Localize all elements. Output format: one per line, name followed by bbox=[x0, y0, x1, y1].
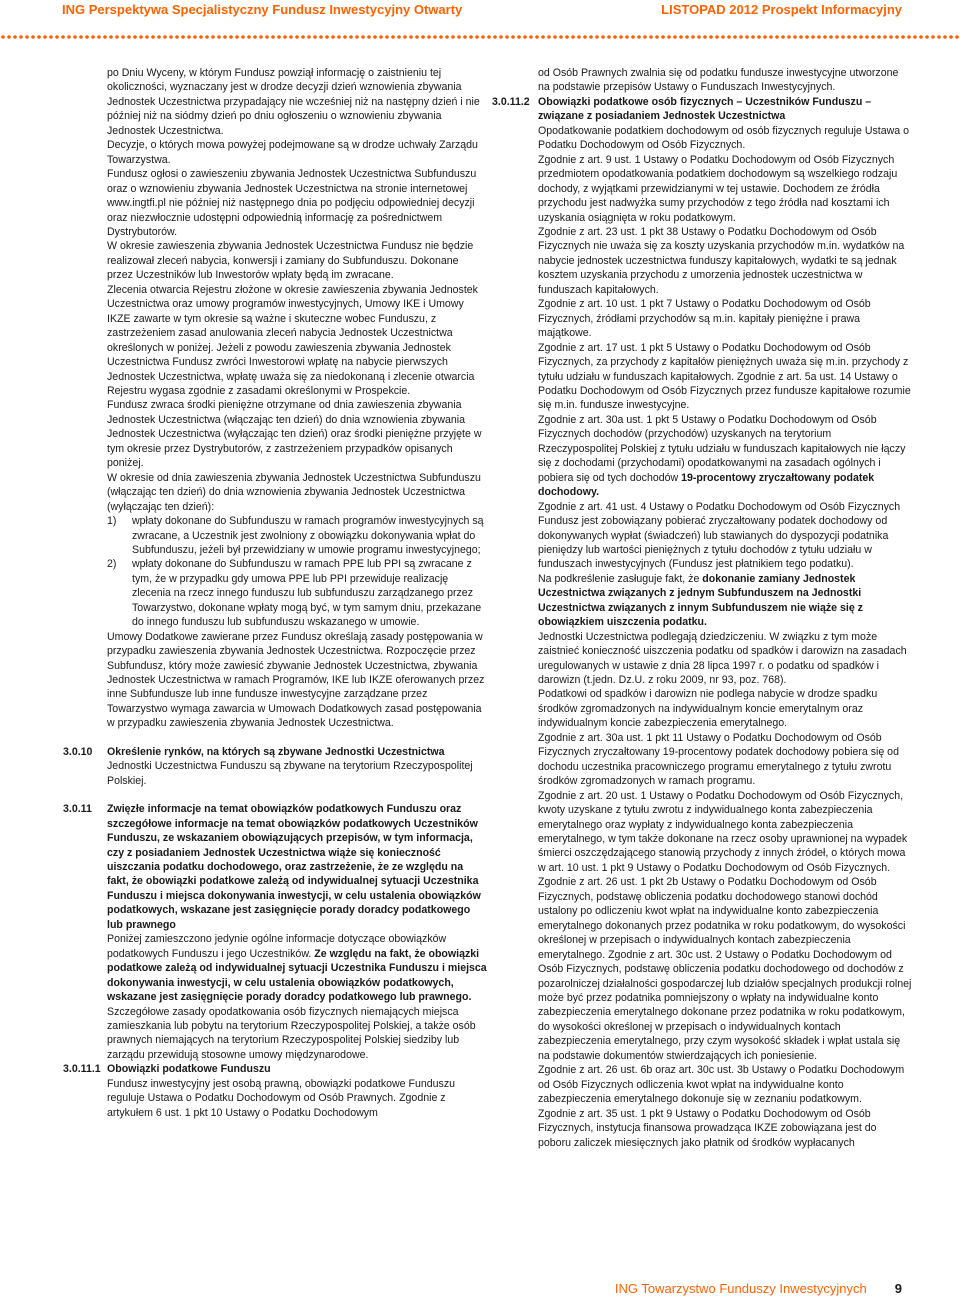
paragraph: Zgodnie z art. 10 ust. 1 pkt 7 Ustawy o Podatku Dochodowym od Osób Fizycznych, źródłami przychodów są m.in. kapitały pieniężne i prawa majątkowe. bbox=[538, 298, 871, 340]
paragraph: od Osób Prawnych zwalnia się od podatku fundusze inwestycyjne utworzone na podstawie przepisów Ustawy o Funduszach Inwestycyjnych. bbox=[538, 67, 899, 94]
paragraph bbox=[538, 413, 912, 500]
section-3-0-11-1 bbox=[63, 1062, 487, 1120]
paragraph: Zgodnie z art. 23 ust. 1 pkt 38 Ustawy o Podatku Dochodowym od Osób Fizycznych nie uważa się za koszty uzyskania przychodów m.in. wydatków na nabycie jednostek uczestnictwa funduszy kapitałowych, wydatki te są jednak kosztem uzyskania przychodu z umorzenia jednostek uczestnictwa w funduszach kapitałowych. bbox=[538, 225, 905, 296]
text-run-bold: 19-procentowy zryczałtowany podatek dochodowy. bbox=[538, 471, 875, 499]
list-item bbox=[107, 514, 487, 557]
list-number: 2) bbox=[107, 558, 117, 571]
paragraph: Podatkowi od spadków i darowizn nie podlega nabycie w drodze spadku środków zgromadzonych na indywidualnym koncie emerytalnym oraz indywidualnym koncie zabezpieczenia emerytalnego. bbox=[538, 688, 878, 730]
list-text: wpłaty dokonane do Subfunduszu w ramach PPE lub PPI są zwracane z tym, że w przypadku gdy umowa PPE lub PPI przewiduje realizację zlecenia na rzecz innego funduszu lub subfunduszu zarządzanego przez Towarzystwo, dokonane wpłaty mogą być, w tym samym dniu, przekazane do innego funduszu lub subfunduszu wskazanego w umowie. bbox=[132, 558, 482, 629]
paragraph: W okresie od dnia zawieszenia zbywania Jednostek Uczestnictwa Subfunduszu (włączając ten dzień) do dnia wznowienia zbywania Jednostek Uczestnictwa (wyłączając ten dzień): bbox=[107, 471, 481, 513]
paragraph: Zlecenia otwarcia Rejestru złożone w okresie zawieszenia zbywania Jednostek Uczestnictwa oraz umowy programów inwestycyjnych, Umowy IKE i Umowy IKZE zawarte w tym okresie są ważne i skuteczne wobec Funduszu, z zastrzeżeniem zasad anulowania zleceń nabycia Jednostek Uczestnictwa określonych w poniżej. Jeżeli z powodu zawieszenia zbywania Jednostek Uczestnictwa Fundusz zwróci Inwestorowi wpłatę na nabycie pierwszych Jednostek Uczestnictwa, wpłatę uważa się za niedokonaną i zlecenie otwarcia Rejestru wygasa zgodnie z zasadami określonymi w Prospekcie. bbox=[107, 283, 478, 397]
paragraph: Zgodnie z art. 35 ust. 1 pkt 9 Ustawy o Podatku Dochodowym od Osób Fizycznych, instytucja finansowa prowadząca IKZE zobowiązana jest do poboru zaliczek miesięcznych jako płatnik od środków wypłacanych bbox=[538, 1107, 877, 1149]
page-number: 9 bbox=[894, 1281, 902, 1296]
section-number: 3.0.10 bbox=[63, 745, 93, 758]
paragraph: Opodatkowanie podatkiem dochodowym od osób fizycznych reguluje Ustawa o Podatku Dochodowym od Osób Fizycznych. bbox=[538, 124, 909, 152]
text-run-bold: dokonanie zamiany Jednostek Uczestnictwa związanych z jednym Subfunduszem na Jednostki Uczestnictwa związanych z innym Subfunduszem nie wiąże się z obowiązkiem uiszczenia podatku. bbox=[538, 572, 863, 629]
footer-company: ING Towarzystwo Funduszy Inwestycyjnych bbox=[614, 1281, 867, 1296]
section-title: Obowiązki podatkowe Funduszu bbox=[107, 1063, 271, 1076]
list-number: 1) bbox=[107, 515, 117, 528]
paragraph: Umowy Dodatkowe zawierane przez Fundusz określają zasady postępowania w przypadku zawieszenia zbywania Jednostek Uczestnictwa. Rozpoczęcie przez Subfundusz, który może zawiesić zbywanie Jednostek Uczestnictwa, zbywania Jednostek Uczestnictwa w ramach Programów, IKE lub IKZE oferowanych przez inne Subfundusze lub inne fundusze inwestycyjne zarządzane przez Towarzystwo wymaga zawarcia w Umowach Dodatkowych zasad postępowania w przypadku zawieszenia zbywania Jednostek Uczestnictwa. bbox=[107, 630, 485, 730]
paragraph: Zgodnie z art. 26 ust. 1 pkt 2b Ustawy o Podatku Dochodowym od Osób Fizycznych, podstawę obliczenia podatku dochodowego stanowi dochód ustalony po odliczeniu kwot wpłat na indywidualne konto zabezpieczenia emerytalnego dokonanych przez podatnika w roku podatkowym, do wysokości określonej w przepisach o indywidualnych kontach zabezpieczenia emerytalnego. Zgodnie z art. 30c ust. 2 Ustawy o Podatku Dochodowym od Osób Fizycznych, podstawę obliczenia podatku dochodowego od dochodów z pozarolniczej działalności gospodarczej lub działów specjalnych produkcji rolnej może być przez podatnika pomniejszony o wpłaty na indywidualne konto zabezpieczenia emerytalnego dokonane przez podatnika w roku podatkowym, do wysokości określonej w przepisach o indywidualnych kontach zabezpieczenia emerytalnego, przy czym wysokość składek i wpłat ustala się na podstawie dokumentów stwierdzających ich poniesienie. bbox=[538, 876, 912, 1062]
text-run: Szczegółowe zasady opodatkowania osób fizycznych niemających miejsca zamieszkania lub pobytu na terytorium Rzeczypospolitej Polskiej, a także osób prawnych niemających na terytorium Rzeczypospolitej Polskiej siedziby lub zarządu przewidują stosowne umowy międzynarodowe. bbox=[107, 1005, 476, 1061]
paragraph: Zgodnie z art. 17 ust. 1 pkt 5 Ustawy o Podatku Dochodowym od Osób Fizycznych, za przychody z kapitałów pieniężnych uważa się m.in. przychody z tytułu udziału w funduszach kapitałowych. Zgodnie z art. 5a ust. 14 Ustawy o Podatku Dochodowym od Osób Fizycznych przez fundusze kapitałowe rozumie się m.in. fundusze inwestycyjne. bbox=[538, 341, 911, 412]
text-run: Zgodnie z art. 30a ust. 1 pkt 5 Ustawy o Podatku Dochodowym od Osób Fizycznych dochodów (przychodów) uzyskanych na terytorium Rzeczypospolitej Polskiej z tytułu udziału w funduszach kapitałowych nie łączy się z dochodami (przychodami) opodatkowanymi na zasadach ogólnych i pobiera się od tych dochodów bbox=[538, 413, 906, 484]
header-fund-name: ING Perspektywa Specjalistyczny Fundusz Inwestycyjny Otwarty bbox=[62, 2, 463, 17]
section-number: 3.0.11.1 bbox=[63, 1063, 101, 1076]
section-3-0-11-2 bbox=[492, 95, 912, 124]
dotted-divider bbox=[0, 34, 960, 40]
list-item bbox=[107, 557, 487, 629]
list-text: wpłaty dokonane do Subfunduszu w ramach programów inwestycyjnych są zwracane, a Uczestnik jest zwolniony z obowiązku dokonywania wpłat do Subfunduszu, jeżeli był przewidziany w umowie programu inwestycyjnego; bbox=[132, 515, 484, 556]
paragraph bbox=[107, 932, 487, 1062]
paragraph: Fundusz ogłosi o zawieszeniu zbywania Jednostek Uczestnictwa Subfunduszu oraz o wznowieniu zbywania Jednostek Uczestnictwa na stronie internetowej www.ingtfi.pl nie później niż następnego dnia po podjęciu odpowiedniej decyzji oraz niezwłocznie udostępni odpowiednią informację za pośrednictwem Dystrybutorów. bbox=[107, 168, 477, 238]
page-header bbox=[0, 0, 960, 18]
right-column bbox=[492, 66, 912, 1150]
paragraph: Zgodnie z art. 20 ust. 1 Ustawy o Podatku Dochodowym od Osób Fizycznych, kwoty uzyskane z tytułu zwrotu z indywidualnego konta zabezpieczenia emerytalnego oraz wypłaty z indywidualnego konta zabezpieczenia emerytalnego, w tym także dokonane na rzecz osoby uprawnionej na wypadek śmierci oszczędzającego stanowią przychody z innych źródeł, o których mowa w art. 10 ust. 1 pkt 9 Ustawy o Podatku Dochodowym od Osób Fizycznych. bbox=[538, 789, 908, 874]
paragraph: Jednostki Uczestnictwa podlegają dziedziczeniu. W związku z tym może zaistnieć konieczność uiszczenia podatku od spadków i darowizn na zasadach uregulowanych w ustawie z dnia 28 lipca 1997 r. o podatku od spadków i darowizn (t.jedn. Dz.U. z roku 2009, nr 93, poz. 768). bbox=[538, 630, 907, 687]
paragraph: Fundusz inwestycyjny jest osobą prawną, obowiązki podatkowe Funduszu reguluje Ustawa o Podatku Dochodowym od Osób Prawnych. Zgodnie z artykułem 6 ust. 1 pkt 10 Ustawy o Podatku Dochodowym bbox=[107, 1077, 456, 1119]
paragraph: Zgodnie z art. 26 ust. 6b oraz art. 30c ust. 3b Ustawy o Podatku Dochodowym od Osób Fizycznych odliczenia kwot wpłat na indywidualne konto zabezpieczenia emerytalnego dokonuje się w zeznaniu podatkowym. bbox=[538, 1064, 905, 1106]
paragraph: Decyzje, o których mowa powyżej podejmowane są w drodze uchwały Zarządu Towarzystwa. bbox=[107, 139, 478, 166]
text-run: Poniżej zamieszczono jedynie ogólne informacje dotyczące obowiązków podatkowych Funduszu i jego Uczestników. bbox=[107, 933, 447, 960]
section-number: 3.0.11.2 bbox=[492, 95, 530, 108]
paragraph: W okresie zawieszenia zbywania Jednostek Uczestnictwa Fundusz nie będzie realizował zleceń nabycia, konwersji i zamiany do Subfunduszu. Dokonane przez Uczestników lub Inwestorów wpłaty będą im zwracane. bbox=[107, 240, 474, 282]
section-title: Obowiązki podatkowe osób fizycznych – Uczestników Funduszu – związane z posiadaniem Jednostek Uczestnictwa bbox=[538, 95, 872, 123]
paragraph: po Dniu Wyceny, w którym Fundusz powziął informację o zaistnieniu tej okoliczności, wyznaczany jest w drodze decyzji dzień wznowienia zbywania Jednostek Uczestnictwa przypadający nie wcześniej niż na następny dzień i nie później niż na siódmy dzień po dniu ogłoszeniu o wznowieniu zbywania Jednostek Uczestnictwa. bbox=[107, 67, 480, 137]
left-column bbox=[63, 66, 487, 1120]
paragraph: Zgodnie z art. 9 ust. 1 Ustawy o Podatku Dochodowym od Osób Fizycznych przedmiotem opodatkowania podatkiem dochodowym są wszelkiego rodzaju dochody, z wyjątkami przewidzianymi w tej ustawie. Dochodem ze źródła przychodu jest nadwyżka sumy przychodów z tego źródła nad kosztami ich uzyskania osiągnięta w roku podatkowym. bbox=[538, 153, 898, 224]
paragraph bbox=[538, 572, 912, 630]
paragraph: Fundusz zwraca środki pieniężne otrzymane od dnia zawieszenia zbywania Jednostek Uczestnictwa (włączając ten dzień) do dnia wznowienia zbywania Jednostek Uczestnictwa (wyłączając ten dzień) oraz środki pieniężne przyjęte w tym okresie przez Dystrybutorów, z zastrzeżeniem przypadków opisanych poniżej. bbox=[107, 399, 482, 470]
section-3-0-10 bbox=[63, 745, 487, 788]
section-3-0-11 bbox=[63, 802, 487, 1062]
text-run: Na podkreślenie zasługuje fakt, że bbox=[538, 572, 703, 585]
paragraph: Zgodnie z art. 30a ust. 1 pkt 11 Ustawy o Podatku Dochodowym od Osób Fizycznych zryczałtowany 19-procentowy podatek dochodowy pobiera się od dochodu uczestnika pracowniczego programu emerytalnego z tytułu zwrotu środków zgromadzonych w ramach programu. bbox=[538, 731, 899, 788]
paragraph: Zgodnie z art. 41 ust. 4 Ustawy o Podatku Dochodowym od Osób Fizycznych Fundusz jest zobowiązany pobierać zryczałtowany podatek dochodowy od dokonywanych wypłat (świadczeń) lub stawianych do dyspozycji podatnika pieniędzy lub wartości pieniężnych z tytułu dochodów z tytułu udziału w funduszach inwestycyjnych (Fundusz jest płatnikiem tego podatku). bbox=[538, 500, 901, 571]
header-date-doc: LISTOPAD 2012 Prospekt Informacyjny bbox=[661, 2, 902, 17]
section-title: Określenie rynków, na których są zbywane Jednostki Uczestnictwa bbox=[107, 745, 445, 758]
section-title: Zwięzłe informacje na temat obowiązków podatkowych Funduszu oraz szczegółowe informacje na temat obowiązków podatkowych Uczestników Funduszu, ze wskazaniem obowiązujących przepisów, w tym informacja, czy z posiadaniem Jednostek Uczestnictwa wiąże się konieczność uiszczania podatku dochodowego, oraz zastrzeżenie, że ze względu na fakt, że obowiązki podatkowe zależą od indywidualnej sytuacji Uczestnika Funduszu i miejsca dokonywania inwestycji, w celu ustalenia obowiązków podatkowych, wskazane jest zasięgnięcie porady doradcy podatkowego lub prawnego bbox=[107, 803, 481, 931]
paragraph: Jednostki Uczestnictwa Funduszu są zbywane na terytorium Rzeczypospolitej Polskiej. bbox=[107, 760, 473, 787]
text-run-bold: Ze względu na fakt, że obowiązki podatkowe zależą od indywidualnej sytuacji Uczestnika Funduszu i miejsca dokonywania inwestycji, w celu ustalenia obowiązków podatkowych, wskazane jest zasięgnięcie porady doradcy podatkowego lub prawnego. bbox=[107, 947, 487, 1004]
page-footer bbox=[615, 1281, 902, 1296]
section-number: 3.0.11 bbox=[63, 803, 92, 816]
